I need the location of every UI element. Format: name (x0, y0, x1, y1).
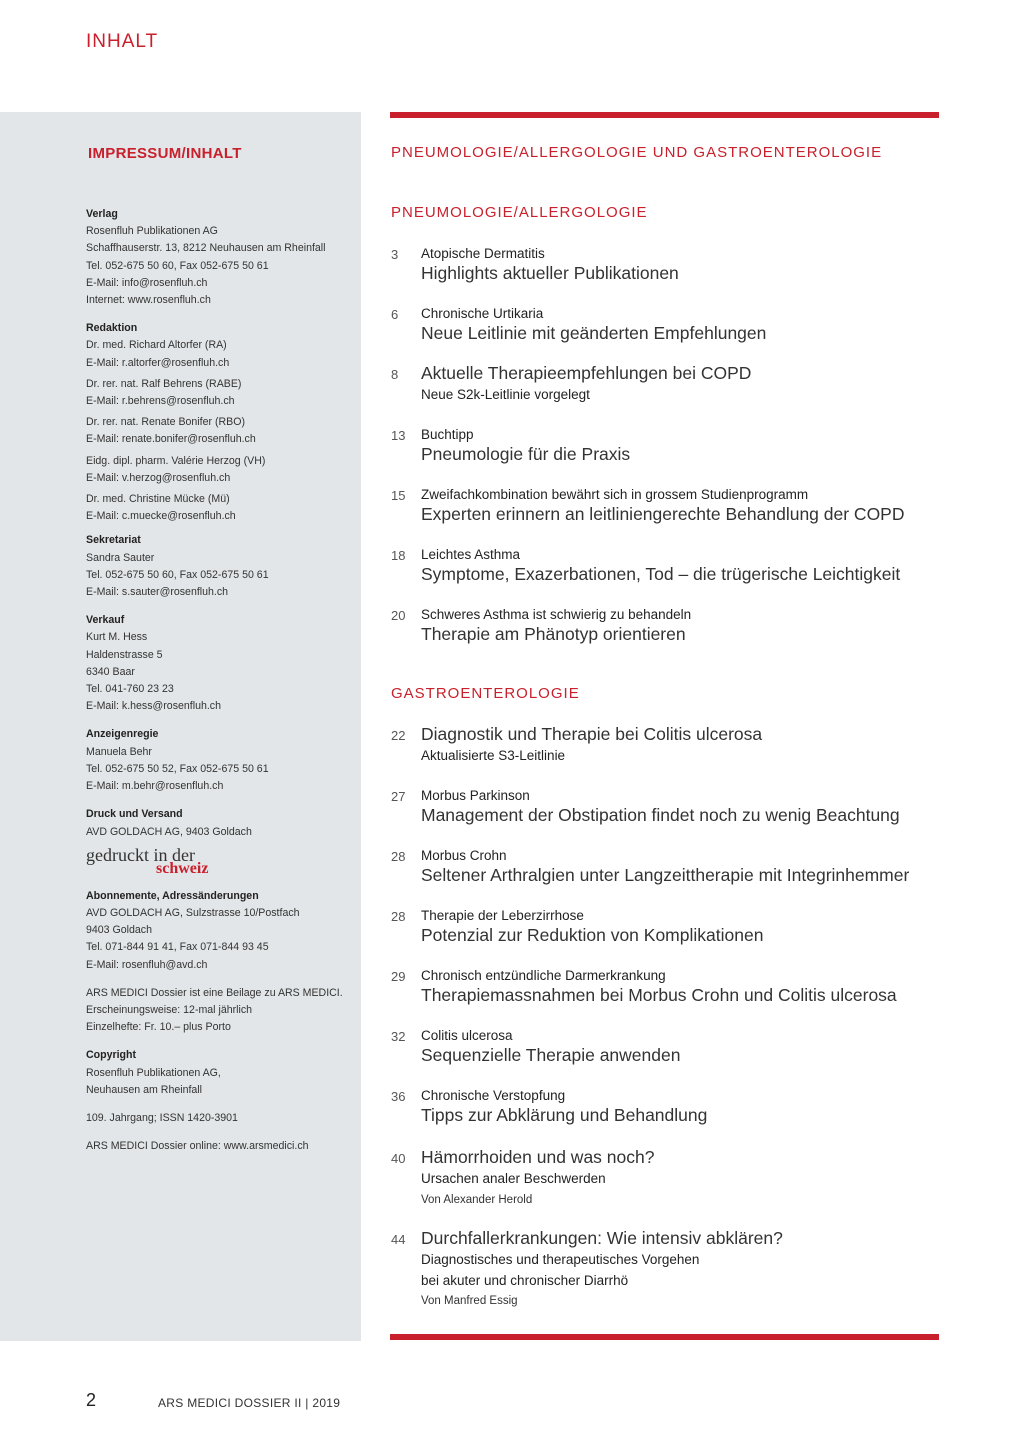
top-accent-bar (390, 112, 939, 118)
toc-author: Von Alexander Herold (421, 1194, 533, 1206)
toc-headline: Diagnostik und Therapie bei Colitis ulcerosa (421, 724, 763, 744)
imprint-line: 109. Jahrgang; ISSN 1420-3901 (86, 1111, 238, 1124)
toc-headline: Experten erinnern an leitliniengerechte Behandlung der COPD (421, 504, 905, 524)
imprint-heading: Abonnemente, Adressänderungen (86, 889, 259, 902)
imprint-abonnemente (86, 888, 356, 974)
imprint-website[interactable]: Internet: www.rosenfluh.ch (86, 294, 211, 307)
toc-kicker: Morbus Parkinson (421, 788, 530, 803)
imprint-verkauf (86, 612, 356, 715)
toc-headline: Highlights aktueller Publikationen (421, 263, 679, 283)
toc-page-number: 13 (391, 428, 406, 443)
toc-headline: Potenzial zur Reduktion von Komplikationen (421, 925, 764, 945)
toc-headline: Sequenzielle Therapie anwenden (421, 1045, 681, 1065)
editor-email[interactable]: E-Mail: r.behrens@rosenfluh.ch (86, 395, 235, 408)
toc-main-title: PNEUMOLOGIE/ALLERGOLOGIE UND GASTROENTEROLOGIE (391, 144, 883, 161)
toc-headline: Tipps zur Abklärung und Behandlung (421, 1105, 708, 1125)
toc-page-number: 6 (391, 307, 399, 322)
toc-page-number: 22 (391, 728, 406, 743)
toc-kicker: Therapie der Leberzirrhose (421, 908, 584, 923)
imprint-anzeigenregie (86, 726, 356, 795)
imprint-email[interactable]: E-Mail: info@rosenfluh.ch (86, 276, 208, 289)
imprint-line: Einzelhefte: Fr. 10.– plus Porto (86, 1021, 231, 1034)
editor-email[interactable]: E-Mail: renate.bonifer@rosenfluh.ch (86, 433, 256, 446)
imprint-copyright (86, 1047, 356, 1099)
toc-headline: Management der Obstipation findet noch zu wenig Beachtung (421, 805, 900, 825)
editor-name: Eidg. dipl. pharm. Valérie Herzog (VH) (86, 454, 266, 467)
imprint-redaktion (86, 320, 356, 525)
imprint-line: Kurt M. Hess (86, 631, 148, 644)
imprint-heading: Verlag (86, 208, 118, 220)
imprint-online (86, 1138, 356, 1155)
imprint-line: Tel. 052-675 50 52, Fax 052-675 50 61 (86, 762, 269, 775)
imprint-line: Haldenstrasse 5 (86, 648, 163, 661)
toc-kicker: Chronisch entzündliche Darmerkrankung (421, 968, 666, 983)
imprint-email[interactable]: E-Mail: s.sauter@rosenfluh.ch (86, 586, 229, 599)
bottom-accent-bar (390, 1334, 939, 1340)
toc-headline: Seltener Arthralgien unter Langzeittherapie mit Integrinhemmer (421, 865, 910, 885)
imprint-line: Manuela Behr (86, 745, 152, 758)
toc-headline: Durchfallerkrankungen: Wie intensiv abklären? (421, 1228, 783, 1248)
imprint-line: Tel. 071-844 91 41, Fax 071-844 93 45 (86, 941, 269, 954)
imprint-line: Schaffhauserstr. 13, 8212 Neuhausen am Rheinfall (86, 242, 326, 255)
editor-email[interactable]: E-Mail: c.muecke@rosenfluh.ch (86, 510, 236, 523)
toc-kicker: Chronische Urtikaria (421, 306, 544, 321)
toc-kicker: Chronische Verstopfung (421, 1088, 566, 1103)
editor-name: Dr. med. Richard Altorfer (RA) (86, 339, 227, 352)
editor-name: Dr. rer. nat. Ralf Behrens (RABE) (86, 377, 242, 390)
imprint-verlag (86, 206, 356, 309)
imprint-beilage (86, 985, 356, 1037)
imprint-line: Tel. 041-760 23 23 (86, 683, 174, 696)
toc-page-number: 18 (391, 548, 406, 563)
toc-page-number: 3 (391, 247, 399, 262)
imprint-email[interactable]: E-Mail: rosenfluh@avd.ch (86, 958, 208, 971)
imprint-heading: Anzeigenregie (86, 728, 159, 741)
imprint-website[interactable]: ARS MEDICI Dossier online: www.arsmedici.ch (86, 1140, 309, 1153)
toc-subtitle: Aktualisierte S3-Leitlinie (421, 748, 566, 763)
toc-page-number: 20 (391, 608, 406, 623)
toc-headline: Therapiemassnahmen bei Morbus Crohn und Colitis ulcerosa (421, 985, 897, 1005)
toc-page-number: 44 (391, 1232, 406, 1247)
imprint-line: 9403 Goldach (86, 924, 152, 937)
imprint-line: Rosenfluh Publikationen AG (86, 225, 218, 238)
imprint-heading: Druck und Versand (86, 808, 183, 821)
toc-kicker: Morbus Crohn (421, 848, 507, 863)
toc-subtitle: Diagnostisches und therapeutisches Vorgehen (421, 1252, 700, 1267)
section-title-pneumologie: PNEUMOLOGIE/ALLERGOLOGIE (391, 204, 648, 221)
impressum-sidebar (0, 112, 361, 1341)
toc-page-number: 28 (391, 909, 406, 924)
toc-headline: Hämorrhoiden und was noch? (421, 1147, 655, 1167)
editor-email[interactable]: E-Mail: v.herzog@rosenfluh.ch (86, 471, 231, 484)
section-title-gastroenterologie: GASTROENTEROLOGIE (391, 685, 580, 702)
imprint-heading: Verkauf (86, 614, 125, 627)
imprint-line: Sandra Sauter (86, 551, 155, 564)
running-head: INHALT (86, 31, 159, 52)
editor-name: Dr. med. Christine Mücke (Mü) (86, 493, 230, 506)
imprint-line: Rosenfluh Publikationen AG, (86, 1066, 221, 1079)
imprint-email[interactable]: E-Mail: m.behr@rosenfluh.ch (86, 780, 224, 793)
logo-line: gedruckt in der (86, 844, 195, 865)
toc-kicker: Buchtipp (421, 427, 474, 442)
toc-headline: Neue Leitlinie mit geänderten Empfehlungen (421, 323, 767, 343)
footer-magazine-name: ARS MEDICI DOSSIER II | 2019 (158, 1396, 341, 1410)
imprint-sekretariat (86, 532, 356, 601)
imprint-line: 6340 Baar (86, 665, 135, 678)
imprint-line: Neuhausen am Rheinfall (86, 1083, 203, 1096)
toc-headline: Pneumologie für die Praxis (421, 444, 631, 464)
toc-headline: Aktuelle Therapieempfehlungen bei COPD (421, 363, 752, 383)
toc-kicker: Leichtes Asthma (421, 547, 521, 562)
toc-page-number: 32 (391, 1029, 406, 1044)
toc-headline: Therapie am Phänotyp orientieren (421, 624, 686, 644)
toc-page-number: 15 (391, 488, 406, 503)
imprint-jahrgang (86, 1110, 356, 1127)
imprint (86, 206, 356, 1166)
toc-kicker: Schweres Asthma ist schwierig zu behandeln (421, 607, 692, 622)
toc-page-number: 36 (391, 1089, 406, 1104)
imprint-line: Erscheinungsweise: 12-mal jährlich (86, 1003, 253, 1016)
imprint-line: ARS MEDICI Dossier ist eine Beilage zu ARS MEDICI. (86, 986, 343, 999)
printed-in-switzerland-logo (86, 845, 356, 879)
toc-subtitle: Neue S2k-Leitlinie vorgelegt (421, 387, 590, 402)
imprint-line: AVD GOLDACH AG, 9403 Goldach (86, 825, 252, 838)
toc-page-number: 29 (391, 969, 406, 984)
toc-kicker: Colitis ulcerosa (421, 1028, 513, 1043)
imprint-heading: Sekretariat (86, 534, 141, 547)
imprint-heading: Redaktion (86, 322, 138, 335)
toc-kicker: Atopische Dermatitis (421, 246, 545, 261)
toc-page-number: 28 (391, 849, 406, 864)
toc-subtitle: Ursachen analer Beschwerden (421, 1171, 606, 1186)
toc-page-number: 27 (391, 789, 406, 804)
imprint-line: Tel. 052-675 50 60, Fax 052-675 50 61 (86, 568, 269, 581)
imprint-line: Tel. 052-675 50 60, Fax 052-675 50 61 (86, 259, 269, 272)
footer-page-number: 2 (86, 1390, 97, 1410)
imprint-heading: Copyright (86, 1049, 137, 1062)
editor-name: Dr. rer. nat. Renate Bonifer (RBO) (86, 416, 245, 429)
imprint-line: AVD GOLDACH AG, Sulzstrasse 10/Postfach (86, 906, 300, 919)
toc-author: Von Manfred Essig (421, 1295, 518, 1307)
toc-subtitle: bei akuter und chronischer Diarrhö (421, 1273, 629, 1288)
imprint-email[interactable]: E-Mail: k.hess@rosenfluh.ch (86, 700, 221, 713)
sidebar-title: IMPRESSUM/INHALT (88, 145, 242, 162)
imprint-druck (86, 806, 356, 840)
toc-headline: Symptome, Exazerbationen, Tod – die trügerische Leichtigkeit (421, 564, 901, 584)
logo-line-accent: schweiz (156, 859, 209, 877)
toc-kicker: Zweifachkombination bewährt sich in grossem Studienprogramm (421, 487, 809, 502)
toc-page-number: 40 (391, 1151, 406, 1166)
toc-page-number: 8 (391, 367, 399, 382)
editor-email[interactable]: E-Mail: r.altorfer@rosenfluh.ch (86, 356, 230, 369)
